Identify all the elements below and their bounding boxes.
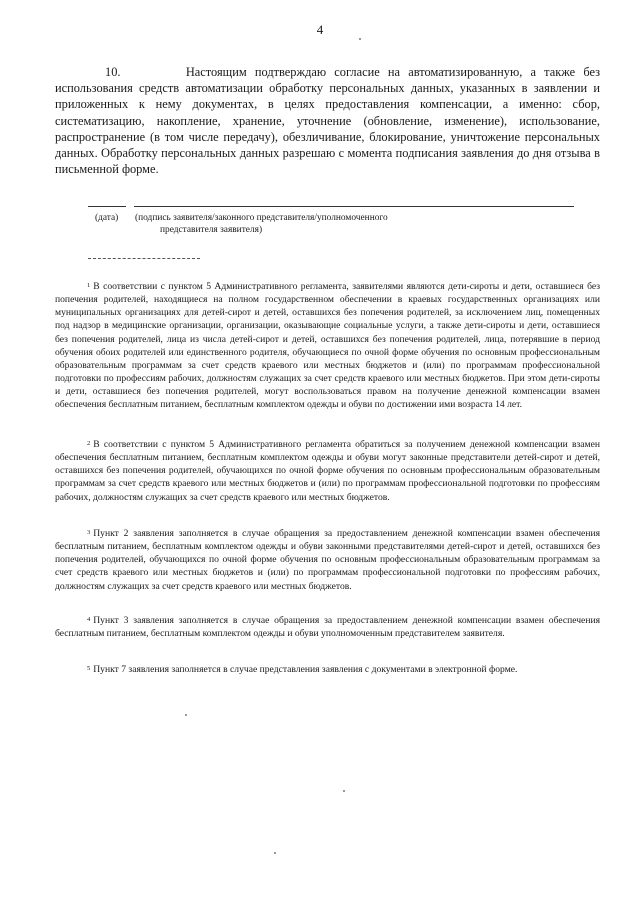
footnote-5 (55, 663, 600, 676)
footnote-text: Пункт 7 заявления заполняется в случае представления заявления с документами в электронной форме. (93, 664, 518, 675)
consent-paragraph (55, 64, 600, 177)
footnote-mark: 1 (87, 282, 91, 289)
consent-text: Настоящим подтверждаю согласие на автоматизированную, а также без использования средств автоматизации обработку персональных данных, указанных в заявлении и приложенных к нему документах, в целях предоставления компенсации, а именно: сбор, систематизацию, накопление, хранение, уточнение (обновление, изменение), использование, распространение (в том числе передачу), обезличивание, блокирование, уничтожение персональных данных. Обработку персональных данных разрешаю с момента подписания заявления до дня отзыва в письменной форме. (55, 65, 601, 177)
footnote-1 (55, 280, 600, 412)
scan-speck (343, 790, 345, 792)
date-line (88, 206, 126, 207)
signer-label-line1: (подпись заявителя/законного представителя/уполномоченного (135, 213, 388, 223)
consent-item-number: 10. (105, 65, 121, 79)
page-number: 4 (316, 22, 324, 37)
signature-line (134, 206, 574, 207)
signature-labels (95, 212, 515, 236)
footnote-mark: 2 (87, 440, 91, 447)
scan-speck (359, 38, 361, 40)
footnote-mark: 5 (87, 665, 91, 672)
scan-speck (274, 852, 276, 854)
footnote-text: В соответствии с пунктом 5 Административного регламента, заявителями являются дети-сироты и дети, оставшиеся без попечения родителей, находящиеся на полном государственном обеспечении в краевых государственных организациях или муниципальных организациях для детей-сирот и детей, оставшихся без попечения родителей, за исключением лиц, помещенных под надзор в медицинские организации, организации, оказывающие социальные услуги, а также дети-сироты и дети, оставшиеся без попечения родителей, лица из числа детей-сирот и детей, оставшихся без попечения родителей, лица, потерявшие в период обучения обоих родителей или единственного родителя, обучающиеся по очной форме обучения по основным профессиональным образовательным программам за счет средств краевого или местных бюджетов и (или) по программам профессиональной подготовки по профессиям рабочих, должностям служащих за счет средств краевого или местных бюджетов. При этом дети-сироты и дети, оставшиеся без попечения родителей, могут воспользоваться правом на получение денежной компенсации взамен обеспечения бесплатным питанием, бесплатным комплектом одежды и обуви по достижении ими возраста 14 лет. (55, 281, 600, 411)
footnote-3 (55, 527, 600, 593)
footnote-text: Пункт 2 заявления заполняется в случае обращения за предоставлением денежной компенсации взамен обеспечения бесплатным питанием, бесплатным комплектом одежды и обуви законными представителями детей-сирот и детей, оставшихся без попечения родителей, обучающихся по очной форме обучения по основным профессиональным образовательным программам за счет средств краевого или местных бюджетов и (или) по программам профессиональной подготовки по профессиям рабочих, должностям служащих за счет средств краевого или местных бюджетов. (55, 528, 600, 592)
footnote-2 (55, 438, 600, 504)
footnote-mark: 4 (87, 616, 91, 623)
footnote-4 (55, 614, 600, 640)
footnote-separator (88, 258, 200, 259)
signer-label (135, 212, 435, 236)
scan-speck (185, 714, 187, 716)
signer-label-line2: представителя заявителя) (160, 225, 263, 235)
footnote-mark: 3 (87, 529, 91, 536)
footnote-text: В соответствии с пунктом 5 Административного регламента обратиться за получением денежной компенсации взамен обеспечения бесплатным питанием, бесплатным комплектом одежды и обуви могут законные представители детей-сирот и детей, оставшихся без попечения родителей, обучающихся по очной форме обучения по основным профессиональным образовательным программам за счет средств краевого или местных бюджетов и (или) по программам профессиональной подготовки по профессиям рабочих, должностям служащих за счет средств краевого или местных бюджетов. (55, 439, 600, 503)
footnote-text: Пункт 3 заявления заполняется в случае обращения за предоставлением денежной компенсации взамен обеспечения бесплатным питанием, бесплатным комплектом одежды и обуви уполномоченным представителем заявителя. (55, 615, 600, 640)
date-label: (дата) (95, 213, 119, 223)
